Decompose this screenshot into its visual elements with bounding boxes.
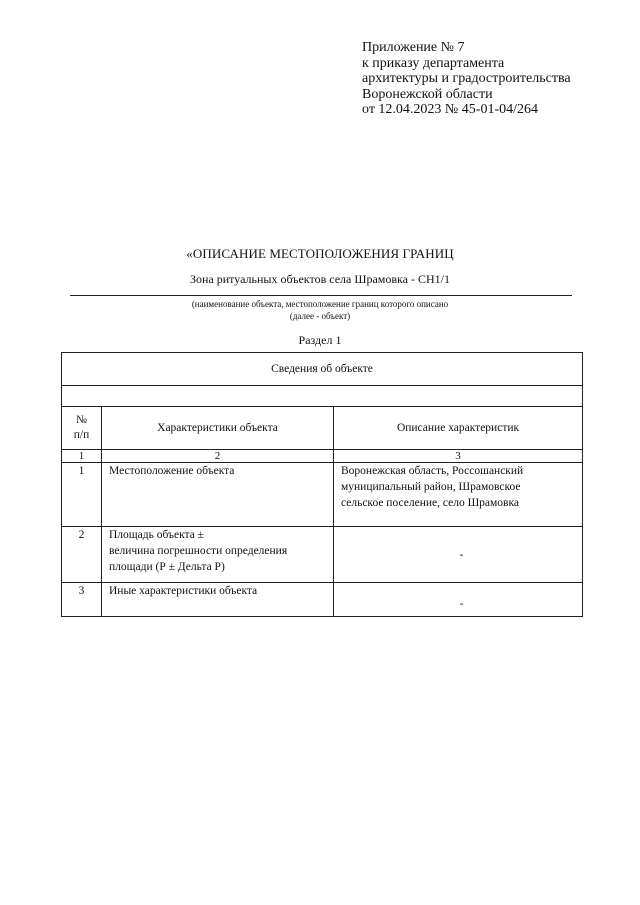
- blank-cell: [62, 386, 583, 407]
- table-caption: Сведения об объекте: [62, 353, 583, 386]
- appendix-line: архитектуры и градостроительства: [362, 71, 571, 86]
- header-characteristics: Характеристики объекта: [102, 407, 334, 450]
- description-line: муниципальный район, Шрамовское: [341, 481, 521, 493]
- row-number: 3: [62, 583, 102, 617]
- appendix-line: Приложение № 7: [362, 40, 465, 55]
- table-row: [62, 583, 583, 617]
- description-line: сельское поселение, село Шрамовка: [341, 497, 519, 509]
- object-name-note: [0, 298, 640, 322]
- appendix-line: от 12.04.2023 № 45-01-04/264: [362, 102, 539, 117]
- characteristic-line: величина погрешности определения: [109, 545, 288, 557]
- row-characteristic: [102, 527, 334, 583]
- row-description: -: [334, 583, 583, 617]
- header-number-line: п/п: [73, 429, 90, 441]
- description-line: Воронежская область, Россошанский: [341, 465, 524, 477]
- object-info-table: [61, 352, 583, 617]
- column-number: 1: [62, 450, 102, 463]
- characteristic-line: площади (Р ± Дельта Р): [109, 561, 225, 573]
- table-caption-row: [62, 353, 583, 386]
- table-row: [62, 527, 583, 583]
- table-blank-row: [62, 386, 583, 407]
- table-column-numbers-row: [62, 450, 583, 463]
- row-description: -: [334, 527, 583, 583]
- object-name: Зона ритуальных объектов села Шрамовка - СН1/1: [189, 272, 451, 286]
- header-description: Описание характеристик: [334, 407, 583, 450]
- header-number-line: №: [76, 414, 87, 426]
- underline-divider: [70, 295, 572, 296]
- table-header-row: [62, 407, 583, 450]
- appendix-line: к приказу департамента: [362, 55, 505, 71]
- document-title: «ОПИСАНИЕ МЕСТОПОЛОЖЕНИЯ ГРАНИЦ: [186, 246, 454, 261]
- table-row: [62, 463, 583, 527]
- column-number: 3: [334, 450, 583, 463]
- note-line: (наименование объекта, местоположение границ которого описано: [191, 299, 449, 309]
- characteristic-line: Площадь объекта ±: [109, 529, 204, 541]
- appendix-line: Воронежской области: [362, 86, 493, 102]
- appendix-block: [362, 40, 571, 118]
- header-number: [62, 407, 102, 450]
- section-heading: Раздел 1: [298, 333, 342, 347]
- row-characteristic: Иные характеристики объекта: [102, 583, 334, 617]
- note-line: (далее - объект): [289, 311, 351, 321]
- row-number: 2: [62, 527, 102, 583]
- row-characteristic: Местоположение объекта: [102, 463, 334, 527]
- row-description: [334, 463, 583, 527]
- row-number: 1: [62, 463, 102, 527]
- column-number: 2: [102, 450, 334, 463]
